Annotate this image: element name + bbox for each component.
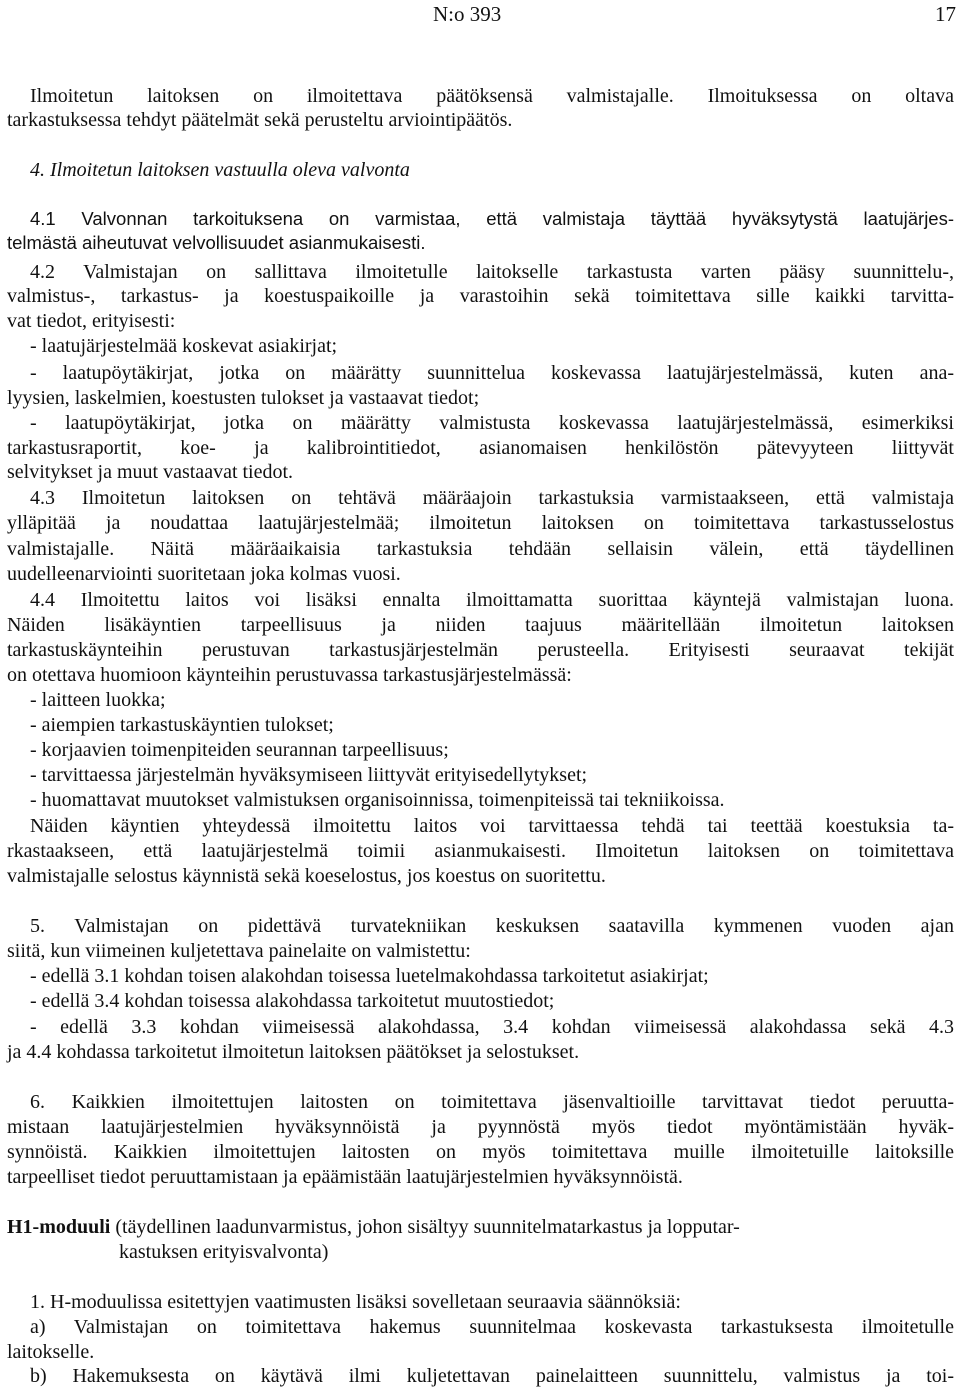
list-item: - edellä 3.4 kohdan toisessa alakohdassa tarkoitetut muutostiedot; — [30, 990, 555, 1012]
text-line: tarpeelliset tiedot peruuttamistaan ja epäämistään laatujärjestelmien hyväksynnöistä. — [7, 1166, 683, 1188]
text-line: rkastaakseen, että laatujärjestelmä toimii asianmukaisesti. Ilmoitetun laitoksen on toimitettava — [7, 840, 954, 862]
text-line: 4.4 Ilmoitettu laitos voi lisäksi ennalta ilmoittamatta suorittaa käyntejä valmistajan luona. — [30, 589, 954, 611]
text-line: Ilmoitetun laitoksen on ilmoitettava päätöksensä valmistajalle. Ilmoituksessa on oltava — [30, 85, 954, 107]
text-line: 4.3 Ilmoitetun laitoksen on tehtävä määräajoin tarkastuksia varmistaakseen, että valmistaja — [30, 487, 954, 509]
text-line: mistaan laatujärjestelmien hyväksynnöistä ja pyynnöstä myös tiedot myöntämistään hyväk- — [7, 1116, 954, 1138]
text-line: laitokselle. — [7, 1341, 95, 1363]
list-item: - tarvittaessa järjestelmän hyväksymiseen liittyvät erityisedellytykset; — [30, 764, 588, 786]
text-line: telmästä aiheutuvat velvollisuudet asianmukaisesti. — [7, 232, 426, 253]
module-subtitle: (täydellinen laadunvarmistus, johon sisältyy suunnitelmatarkastus ja lopputar- — [115, 1216, 740, 1238]
text-line: Näiden käyntien yhteydessä ilmoitettu laitos voi tarvittaessa tehdä tai teettää koestuksia ta- — [30, 815, 954, 837]
text-line: uudelleenarviointi suoritetaan joka kolmas vuosi. — [7, 563, 401, 585]
list-item: - korjaavien toimenpiteiden seurannan tarpeellisuus; — [30, 739, 449, 761]
module-title: H1-moduuli — [7, 1216, 111, 1238]
list-item: - edellä 3.1 kohdan toisen alakohdan toisessa luetelmakohdassa tarkoitetut asiakirjat; — [30, 965, 709, 987]
text-line: 4.2 Valmistajan on sallittava ilmoitetulle laitokselle tarkastusta varten pääsy suunnittelu-, — [30, 261, 954, 283]
list-item: - laitteen luokka; — [30, 689, 166, 711]
text-line: valmistus-, tarkastus- ja koestuspaikoille ja varastoihin sekä toimitettava sille kaikki tarvitta- — [7, 285, 954, 307]
text-line: synnöistä. Kaikkien ilmoitettujen laitosten on myös toimitettava muille ilmoitetuille laitoksille — [7, 1141, 954, 1163]
text-line: tarkastuksessa tehdyt päätelmät sekä perusteltu arviointipäätös. — [7, 109, 513, 131]
module-subtitle-continued: kastuksen erityisvalvonta) — [119, 1241, 329, 1263]
list-item: - laatupöytäkirjat, jotka on määrätty suunnittelua koskevassa laatujärjestelmässä, kuten ana- — [30, 362, 954, 384]
module-heading — [7, 1215, 954, 1239]
text-line: 5. Valmistajan on pidettävä turvatekniikan keskuksen saatavilla kymmenen vuoden ajan — [30, 915, 954, 937]
text-line: ylläpitää ja noudattaa laatujärjestelmää; ilmoitetun laitoksen on toimitettava tarkastusselostus — [7, 512, 954, 534]
text-line: valmistajalle. Näitä määräaikaisia tarkastuksia tehdään sellaisin välein, että täydellinen — [7, 538, 954, 560]
text-line: 1. H-moduulissa esitettyjen vaatimusten lisäksi sovelletaan seuraavia säännöksiä: — [30, 1291, 681, 1313]
text-line: siitä, kun viimeinen kuljetettava painelaite on valmistettu: — [7, 940, 471, 962]
list-item: - laatupöytäkirjat, jotka on määrätty valmistusta koskevassa laatujärjestelmässä, esimerkiksi — [30, 412, 954, 434]
text-line: 6. Kaikkien ilmoitettujen laitosten on toimitettava jäsenvaltioille tarvittavat tiedot peruutta- — [30, 1091, 954, 1113]
text-line: selvitykset ja muut vastaavat tiedot. — [7, 461, 294, 483]
list-item: - aiempien tarkastuskäyntien tulokset; — [30, 714, 334, 736]
text-line: 4.1 Valvonnan tarkoituksena on varmistaa, että valmistaja täyttää hyväksytystä laatujärjes- — [30, 208, 954, 229]
section-heading: 4. Ilmoitetun laitoksen vastuulla oleva valvonta — [30, 159, 410, 181]
text-line: lyysien, laskelmien, koestusten tulokset ja vastaavat tiedot; — [7, 387, 480, 409]
list-item: - laatujärjestelmää koskevat asiakirjat; — [30, 335, 338, 357]
text-line: tarkastuskäynteihin perustuvan tarkastusjärjestelmän perusteella. Erityisesti seuraavat tekijät — [7, 639, 954, 661]
list-item: b) Hakemuksesta on käytävä ilmi kuljetettavan painelaitteen suunnittelu, valmistus ja toi- — [30, 1365, 954, 1387]
text-line: tarkastusraportit, koe- ja kalibrointitiedot, asianomaisen henkilöstön pätevyyteen liittyvät — [7, 437, 954, 459]
list-item: - edellä 3.3 kohdan viimeisessä alakohdassa, 3.4 kohdan viimeisessä alakohdassa sekä 4.3 — [30, 1016, 954, 1038]
text-line: on otettava huomioon käynteihin perustuvassa tarkastusjärjestelmässä: — [7, 664, 572, 686]
list-item: - huomattavat muutokset valmistuksen organisoinnissa, toimenpiteissä tai tekniikoissa. — [30, 789, 725, 811]
document-number: N:o 393 — [433, 2, 502, 26]
text-line: valmistajalle selostus käynnistä sekä koeselostus, jos koestus on suoritettu. — [7, 865, 606, 887]
text-line: Näiden lisäkäyntien tarpeellisuus ja niiden taajuus määritellään ilmoitetun laitoksen — [7, 614, 954, 636]
text-line: vat tiedot, erityisesti: — [7, 310, 176, 332]
page-number: 17 — [935, 2, 956, 26]
list-item: a) Valmistajan on toimitettava hakemus suunnitelmaa koskevasta tarkastuksesta ilmoitetulle — [30, 1316, 954, 1338]
text-line: ja 4.4 kohdassa tarkoitetut ilmoitetun laitoksen päätökset ja selostukset. — [7, 1041, 580, 1063]
